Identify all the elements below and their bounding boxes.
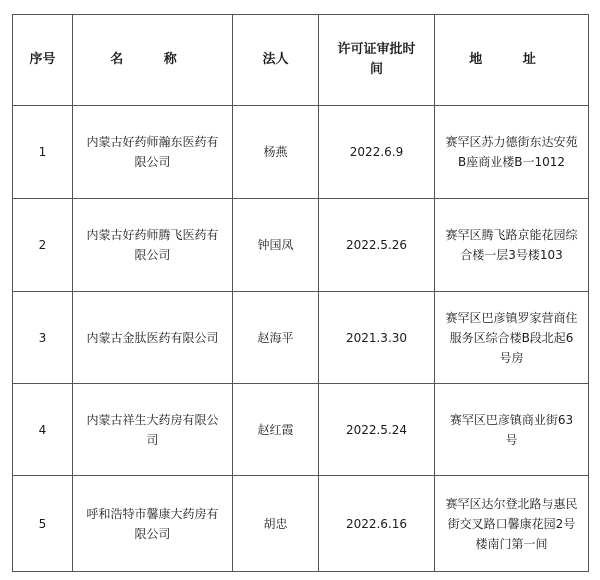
cell-approval-date: 2022.6.9 (319, 106, 435, 199)
cell-name: 内蒙古好药师瀚东医药有限公司 (73, 106, 233, 199)
cell-approval-date: 2022.5.24 (319, 384, 435, 476)
cell-name: 呼和浩特市馨康大药房有限公司 (73, 476, 233, 572)
cell-address: 赛罕区巴彦镇罗家营商住服务区综合楼B段北起6号房 (435, 292, 589, 384)
cell-approval-date: 2021.3.30 (319, 292, 435, 384)
cell-name: 内蒙古好药师腾飞医药有限公司 (73, 199, 233, 292)
cell-legal-person: 杨燕 (233, 106, 319, 199)
header-index: 序号 (13, 15, 73, 106)
cell-name: 内蒙古金肽医药有限公司 (73, 292, 233, 384)
table-row (13, 199, 589, 292)
cell-legal-person: 钟国凤 (233, 199, 319, 292)
cell-index: 2 (13, 199, 73, 292)
cell-legal-person: 赵红霞 (233, 384, 319, 476)
header-approval-date: 许可证审批时间 (319, 15, 435, 106)
header-legal-person: 法人 (233, 15, 319, 106)
cell-legal-person: 赵海平 (233, 292, 319, 384)
cell-index: 5 (13, 476, 73, 572)
cell-name: 内蒙古祥生大药房有限公司 (73, 384, 233, 476)
cell-address: 赛罕区巴彦镇商业街63号 (435, 384, 589, 476)
cell-address: 赛罕区苏力德街东达安苑B座商业楼B一1012 (435, 106, 589, 199)
permit-table (12, 14, 589, 572)
table-header-row (13, 15, 589, 106)
table-row (13, 384, 589, 476)
cell-approval-date: 2022.6.16 (319, 476, 435, 572)
cell-index: 4 (13, 384, 73, 476)
cell-approval-date: 2022.5.26 (319, 199, 435, 292)
table-row (13, 106, 589, 199)
cell-index: 1 (13, 106, 73, 199)
cell-address: 赛罕区腾飞路京能花园综合楼一层3号楼103 (435, 199, 589, 292)
cell-index: 3 (13, 292, 73, 384)
header-name: 名 称 (73, 15, 233, 106)
header-address: 地 址 (435, 15, 589, 106)
table-row (13, 476, 589, 572)
cell-address: 赛罕区达尔登北路与惠民街交叉路口馨康花园2号楼南门第一间 (435, 476, 589, 572)
table-row (13, 292, 589, 384)
cell-legal-person: 胡忠 (233, 476, 319, 572)
